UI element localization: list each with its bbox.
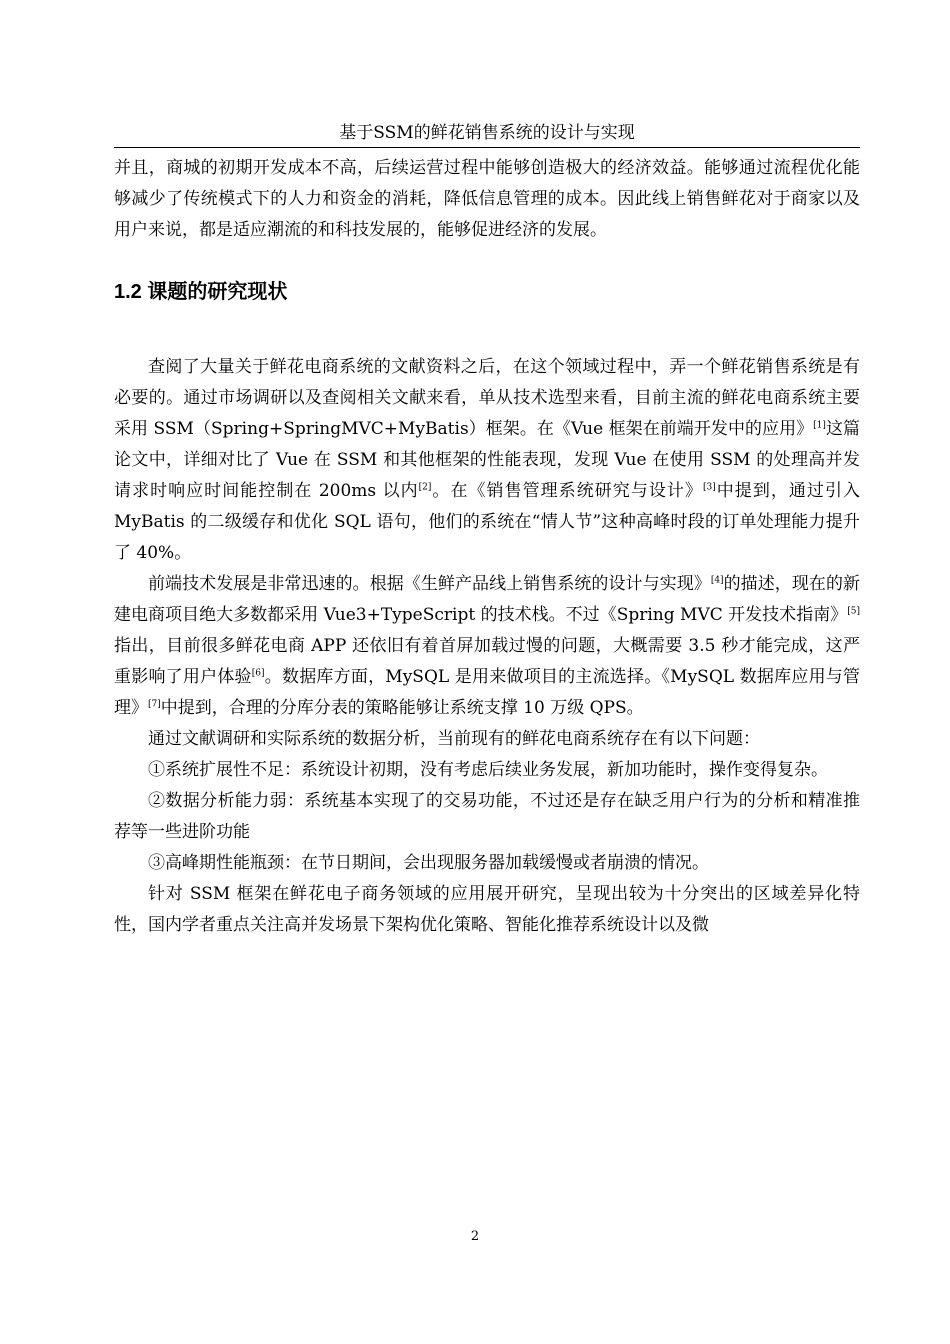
page-body <box>114 153 860 941</box>
text-run: 前端技术发展是非常迅速的。根据《生鲜产品线上销售系统的设计与实现》 <box>148 574 711 594</box>
running-header: 基于SSM的鲜花销售系统的设计与实现 <box>339 123 635 143</box>
text-run: 这篇论文中，详细对比了 Vue 在 SSM 和其他框架的性能表现，发现 Vue 在使用 SSM 的处理高并发请求时响应时间能控制在 200ms 以内 <box>114 419 861 501</box>
citation-7: [7] <box>148 699 161 710</box>
text-run: 查阅了大量关于鲜花电商系统的文献资料之后，在这个领域过程中，弄一个鲜花销售系统是有必要的。通过市场调研以及查阅相关文献来看，单从技术选型来看，目前主流的鲜花电商系统主要采用 SSM（Spring+SpringMVC+MyBatis）框架。在《Vue 框架在前端开发中的应用》 <box>114 357 860 439</box>
citation-3: [3] <box>702 482 716 493</box>
paragraph-ssm-research: 针对 SSM 框架在鲜花电子商务领域的应用展开研究，呈现出较为十分突出的区域差异化特性，国内学者重点关注高并发场景下架构优化策略、智能化推荐系统设计以及微 <box>114 884 860 935</box>
citation-4: [4] <box>710 575 724 586</box>
paragraph-research-2 <box>114 569 860 724</box>
paragraph-research-1 <box>114 352 860 569</box>
text-run: 。数据库方面，MySQL 是用来做项目的主流选择。《MySQL 数据库应用与管理》 <box>114 667 861 718</box>
text-run: 的描述，现在的新建电商项目绝大多数都采用 Vue3+TypeScript 的技术栈。不过《Spring MVC 开发技术指南》 <box>114 574 861 625</box>
list-item-problem-1: ①系统扩展性不足：系统设计初期，没有考虑后续业务发展，新加功能时，操作变得复杂。 <box>148 760 828 780</box>
intro-paragraph: 并且，商城的初期开发成本不高，后续运营过程中能够创造极大的经济效益。能够通过流程优化能够减少了传统模式下的人力和资金的消耗，降低信息管理的成本。因此线上销售鲜花对于商家以及用户来说，都是适应潮流的和科技发展的，能够促进经济的发展。 <box>114 158 860 240</box>
text-run: 指出，目前很多鲜花电商 APP 还依旧有着首屏加载过慢的问题，大概需要 3.5 秒才能完成，这严重影响了用户体验 <box>114 636 860 687</box>
list-item-problem-3: ③高峰期性能瓶颈：在节日期间，会出现服务器加载缓慢或者崩溃的情况。 <box>148 853 709 873</box>
page-number: 2 <box>470 1229 480 1244</box>
paragraph-problems-intro: 通过文献调研和实际系统的数据分析，当前现有的鲜花电商系统存在有以下问题： <box>148 729 760 749</box>
citation-5: [5] <box>847 606 860 617</box>
text-run: 中提到，通过引入 MyBatis 的二级缓存和优化 SQL 语句，他们的系统在“情人节”这种高峰时段的订单处理能力提升了 40%。 <box>114 481 861 563</box>
text-run: 。在《销售管理系统研究与设计》 <box>431 481 703 501</box>
citation-6: [6] <box>251 668 265 679</box>
text-run: 中提到，合理的分库分表的策略能够让系统支撑 10 万级 QPS。 <box>160 698 644 718</box>
list-item-problem-2: ②数据分析能力弱：系统基本实现了的交易功能，不过还是存在缺乏用户行为的分析和精准推荐等一些进阶功能 <box>114 791 860 842</box>
section-heading: 1.2 课题的研究现状 <box>114 281 288 303</box>
citation-2: [2] <box>418 482 432 493</box>
citation-1: [1] <box>813 420 826 431</box>
header-rule <box>114 147 860 148</box>
